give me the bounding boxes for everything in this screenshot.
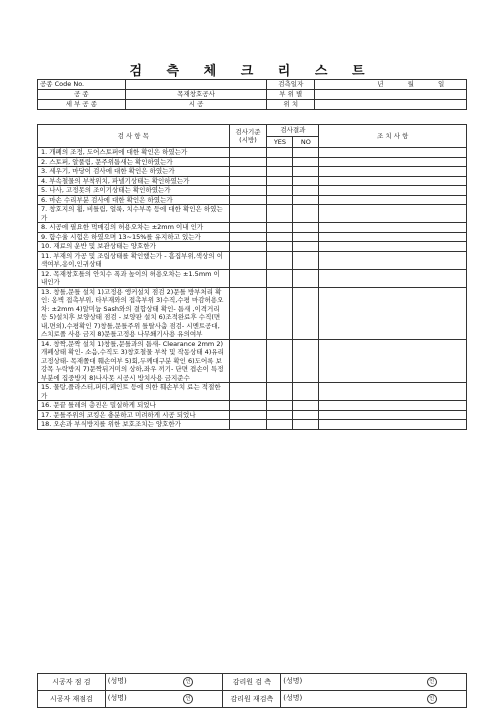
table-row xyxy=(38,242,467,252)
table-row xyxy=(38,167,467,177)
name-label: (성명) xyxy=(107,694,127,702)
checklist-item: 2. 스토퍼, 알풀림, 문주위틈새는 확인하였는가 xyxy=(38,157,230,167)
criteria-cell[interactable] xyxy=(229,242,267,252)
action-cell[interactable] xyxy=(319,420,467,430)
inspect-date-value[interactable] xyxy=(315,80,467,90)
table-row xyxy=(38,339,467,383)
col-action-header: 조 치 사 항 xyxy=(319,125,467,148)
criteria-cell[interactable] xyxy=(229,148,267,158)
action-cell[interactable] xyxy=(319,176,467,186)
yes-cell[interactable] xyxy=(267,410,293,420)
sub-type-value: 시 공 xyxy=(125,100,267,110)
yes-cell[interactable] xyxy=(267,401,293,411)
contractor-check-sign[interactable] xyxy=(105,674,223,691)
no-cell[interactable] xyxy=(293,410,319,420)
table-row xyxy=(38,186,467,196)
action-cell[interactable] xyxy=(319,232,467,242)
no-cell[interactable] xyxy=(293,251,319,269)
table-row xyxy=(38,269,467,287)
no-cell[interactable] xyxy=(293,186,319,196)
checklist-item: 11. 부재의 가공 및 조립상태를 확인했는가 - 흠집부위,색상의 이색여부,옹이,인귀상태 xyxy=(38,251,230,269)
seal-icon: 인 xyxy=(427,677,437,687)
table-row xyxy=(38,157,467,167)
yes-cell[interactable] xyxy=(267,251,293,269)
part-label: 부 위 별 xyxy=(267,90,315,100)
date-year: 년 xyxy=(377,80,384,89)
checklist-item: 14. 창짝,문짝 설치 1)창틀,문틀과의 틈새- Clearance 2mm 2)개폐상태 확인- 소음,수직도 3)창호철물 부착 및 작동상태 4)유리 고정상태- 목재쫄대 훼손여부 5)회,두께대구분 확인 6)도어록 보강목 누락방지 7)문짝뒤거미의 상하,좌우 끼기- 단면 겹손이 특정부분에 집중방지 8)나사못 시공시 방치사용 금지준수 xyxy=(38,339,230,383)
criteria-sub-label: (시방) xyxy=(239,136,257,144)
action-cell[interactable] xyxy=(319,242,467,252)
date-day: 일 xyxy=(437,80,445,89)
work-code-value[interactable] xyxy=(125,80,267,90)
criteria-cell[interactable] xyxy=(229,410,267,420)
checklist-table xyxy=(37,124,467,430)
action-cell[interactable] xyxy=(319,148,467,158)
action-cell[interactable] xyxy=(319,195,467,205)
yes-cell[interactable] xyxy=(267,223,293,233)
action-cell[interactable] xyxy=(319,339,467,383)
no-cell[interactable] xyxy=(293,195,319,205)
contractor-check-label: 시공자 점 검 xyxy=(38,674,106,691)
criteria-cell[interactable] xyxy=(229,176,267,186)
name-label: (성명) xyxy=(283,694,303,702)
contractor-recheck-sign[interactable] xyxy=(105,691,223,708)
work-type-label: 공 종 xyxy=(38,90,126,100)
checklist-item: 8. 시공에 필요한 먹매김의 허용오차는 ±2mm 이내 인가 xyxy=(38,223,230,233)
table-row xyxy=(38,287,467,339)
date-month: 월 xyxy=(407,80,414,89)
no-cell[interactable] xyxy=(293,339,319,383)
table-row xyxy=(38,148,467,158)
col-no-header: NO xyxy=(293,136,319,148)
checklist-item: 15. 물탕,플라스터,퍼티,페인트 등에 의한 훼손부치 료는 적절한가 xyxy=(38,383,230,401)
signature-table xyxy=(37,673,467,708)
no-cell[interactable] xyxy=(293,232,319,242)
work-code-label: 공종 Code No. xyxy=(38,80,126,90)
checklist-item: 9. 함수율 시험은 하였으며 13~15%를 유지하고 있는가 xyxy=(38,232,230,242)
yes-cell[interactable] xyxy=(267,157,293,167)
table-row xyxy=(38,383,467,401)
checklist-item: 5. 나사, 고정못의 조이기상태는 확인하였는가 xyxy=(38,186,230,196)
name-label: (성명) xyxy=(283,677,303,685)
yes-cell[interactable] xyxy=(267,287,293,339)
yes-cell[interactable] xyxy=(267,232,293,242)
table-row xyxy=(38,205,467,223)
criteria-cell[interactable] xyxy=(229,157,267,167)
checklist-item: 18. 오손과 부식방지를 위한 보호조치는 양호한가 xyxy=(38,420,230,430)
no-cell[interactable] xyxy=(293,223,319,233)
page-title: 검 측 체 크 리 스 트 xyxy=(129,64,375,79)
action-cell[interactable] xyxy=(319,269,467,287)
supervisor-recheck-sign[interactable] xyxy=(281,691,467,708)
seal-icon: 인 xyxy=(183,677,193,687)
table-row xyxy=(38,176,467,186)
criteria-cell[interactable] xyxy=(229,401,267,411)
table-row xyxy=(38,195,467,205)
yes-cell[interactable] xyxy=(267,205,293,223)
action-cell[interactable] xyxy=(319,167,467,177)
action-cell[interactable] xyxy=(319,157,467,167)
no-cell[interactable] xyxy=(293,148,319,158)
inspect-date-label: 검측일자 xyxy=(267,80,315,90)
yes-cell[interactable] xyxy=(267,383,293,401)
no-cell[interactable] xyxy=(293,242,319,252)
no-cell[interactable] xyxy=(293,269,319,287)
location-value[interactable] xyxy=(315,100,467,110)
checklist-item: 10. 재료의 운반 및 보관상태는 양호한가 xyxy=(38,242,230,252)
sub-type-label: 세 부 공 종 xyxy=(38,100,126,110)
criteria-label: 검사기준 xyxy=(235,127,261,136)
checklist-item: 13. 창틀,문틀 설치 1)고정용 앵커설치 점검 2)문틀 방부처리 확인: 옹벽 접촉부위, 타부재와의 접촉부위 3)수직,수평 마감허용오차: ±2mm 4)알미늄 Sash와의 결합상태 확인- 틈새 ,이격거리 등 5)설치후 보양상태 점검 - 보양판 설치 6)조적완료후 수직(면내,면외),수평확인 7)창틀,문틀주위 틀탈사춤 점검- 시멘트공대,스치로폴 사용 금지 8)문틀고정용 나무쐐기사용 유의여부 xyxy=(38,287,230,339)
yes-cell[interactable] xyxy=(267,148,293,158)
no-cell[interactable] xyxy=(293,157,319,167)
no-cell[interactable] xyxy=(293,176,319,186)
checklist-item: 4. 부속철물의 부착위치, 파넬기상태는 확인하였는가 xyxy=(38,176,230,186)
yes-cell[interactable] xyxy=(267,176,293,186)
checklist-item: 1. 개폐의 조정, 도어스토퍼에 대한 확인은 하였는가 xyxy=(38,148,230,158)
table-row xyxy=(38,420,467,430)
yes-cell[interactable] xyxy=(267,195,293,205)
seal-icon: 인 xyxy=(427,694,437,704)
action-cell[interactable] xyxy=(319,401,467,411)
checklist-item: 12. 목재창호틀의 안치수 폭과 높이의 허용오차는 ±1.5mm 이내인가 xyxy=(38,269,230,287)
yes-cell[interactable] xyxy=(267,242,293,252)
checklist-item: 6. 마손 수리부분 검사에 대한 확인은 하였는가 xyxy=(38,195,230,205)
no-cell[interactable] xyxy=(293,287,319,339)
criteria-cell[interactable] xyxy=(229,383,267,401)
no-cell[interactable] xyxy=(293,205,319,223)
criteria-cell[interactable] xyxy=(229,167,267,177)
action-cell[interactable] xyxy=(319,186,467,196)
criteria-cell[interactable] xyxy=(229,205,267,223)
part-value[interactable] xyxy=(315,90,467,100)
criteria-cell[interactable] xyxy=(229,223,267,233)
supervisor-check-label: 감리원 검 측 xyxy=(223,674,281,691)
col-yes-header: YES xyxy=(267,136,293,148)
yes-cell[interactable] xyxy=(267,269,293,287)
action-cell[interactable] xyxy=(319,223,467,233)
checklist-item: 17. 문틀주위의 코킹은 충분하고 미려하게 시공 되었나 xyxy=(38,410,230,420)
no-cell[interactable] xyxy=(293,401,319,411)
name-label: (성명) xyxy=(107,677,127,685)
contractor-recheck-label: 시공자 재점검 xyxy=(38,691,106,708)
header-table xyxy=(37,79,467,110)
no-cell[interactable] xyxy=(293,420,319,430)
table-row xyxy=(38,251,467,269)
criteria-cell[interactable] xyxy=(229,420,267,430)
table-row xyxy=(38,232,467,242)
action-cell[interactable] xyxy=(319,251,467,269)
criteria-cell[interactable] xyxy=(229,339,267,383)
yes-cell[interactable] xyxy=(267,186,293,196)
col-result-header: 검사결과 xyxy=(267,125,319,137)
supervisor-check-sign[interactable] xyxy=(281,674,467,691)
action-cell[interactable] xyxy=(319,410,467,420)
action-cell[interactable] xyxy=(319,383,467,401)
action-cell[interactable] xyxy=(319,287,467,339)
table-row xyxy=(38,401,467,411)
yes-cell[interactable] xyxy=(267,420,293,430)
checklist-item: 16. 문끝 틀레의 층진은 밀실하게 되었나 xyxy=(38,401,230,411)
yes-cell[interactable] xyxy=(267,167,293,177)
location-label: 위 치 xyxy=(267,100,315,110)
col-items-header: 검 사 항 목 xyxy=(38,125,230,148)
no-cell[interactable] xyxy=(293,383,319,401)
supervisor-recheck-label: 감리원 재검측 xyxy=(223,691,281,708)
table-row xyxy=(38,410,467,420)
criteria-cell[interactable] xyxy=(229,186,267,196)
col-criteria-header xyxy=(229,125,267,148)
no-cell[interactable] xyxy=(293,167,319,177)
criteria-cell[interactable] xyxy=(229,287,267,339)
criteria-cell[interactable] xyxy=(229,251,267,269)
criteria-cell[interactable] xyxy=(229,269,267,287)
seal-icon: 인 xyxy=(183,694,193,704)
work-type-value: 목재창호공사 xyxy=(125,90,267,100)
table-row xyxy=(38,223,467,233)
yes-cell[interactable] xyxy=(267,339,293,383)
action-cell[interactable] xyxy=(319,205,467,223)
checklist-item: 3. 세우기, 마당이 검사에 대한 확인은 하였는가 xyxy=(38,167,230,177)
criteria-cell[interactable] xyxy=(229,232,267,242)
checklist-item: 7. 창호지의 휨, 비틀림, 얼룩, 치수부족 등에 대한 확인은 하였는가 xyxy=(38,205,230,223)
criteria-cell[interactable] xyxy=(229,195,267,205)
